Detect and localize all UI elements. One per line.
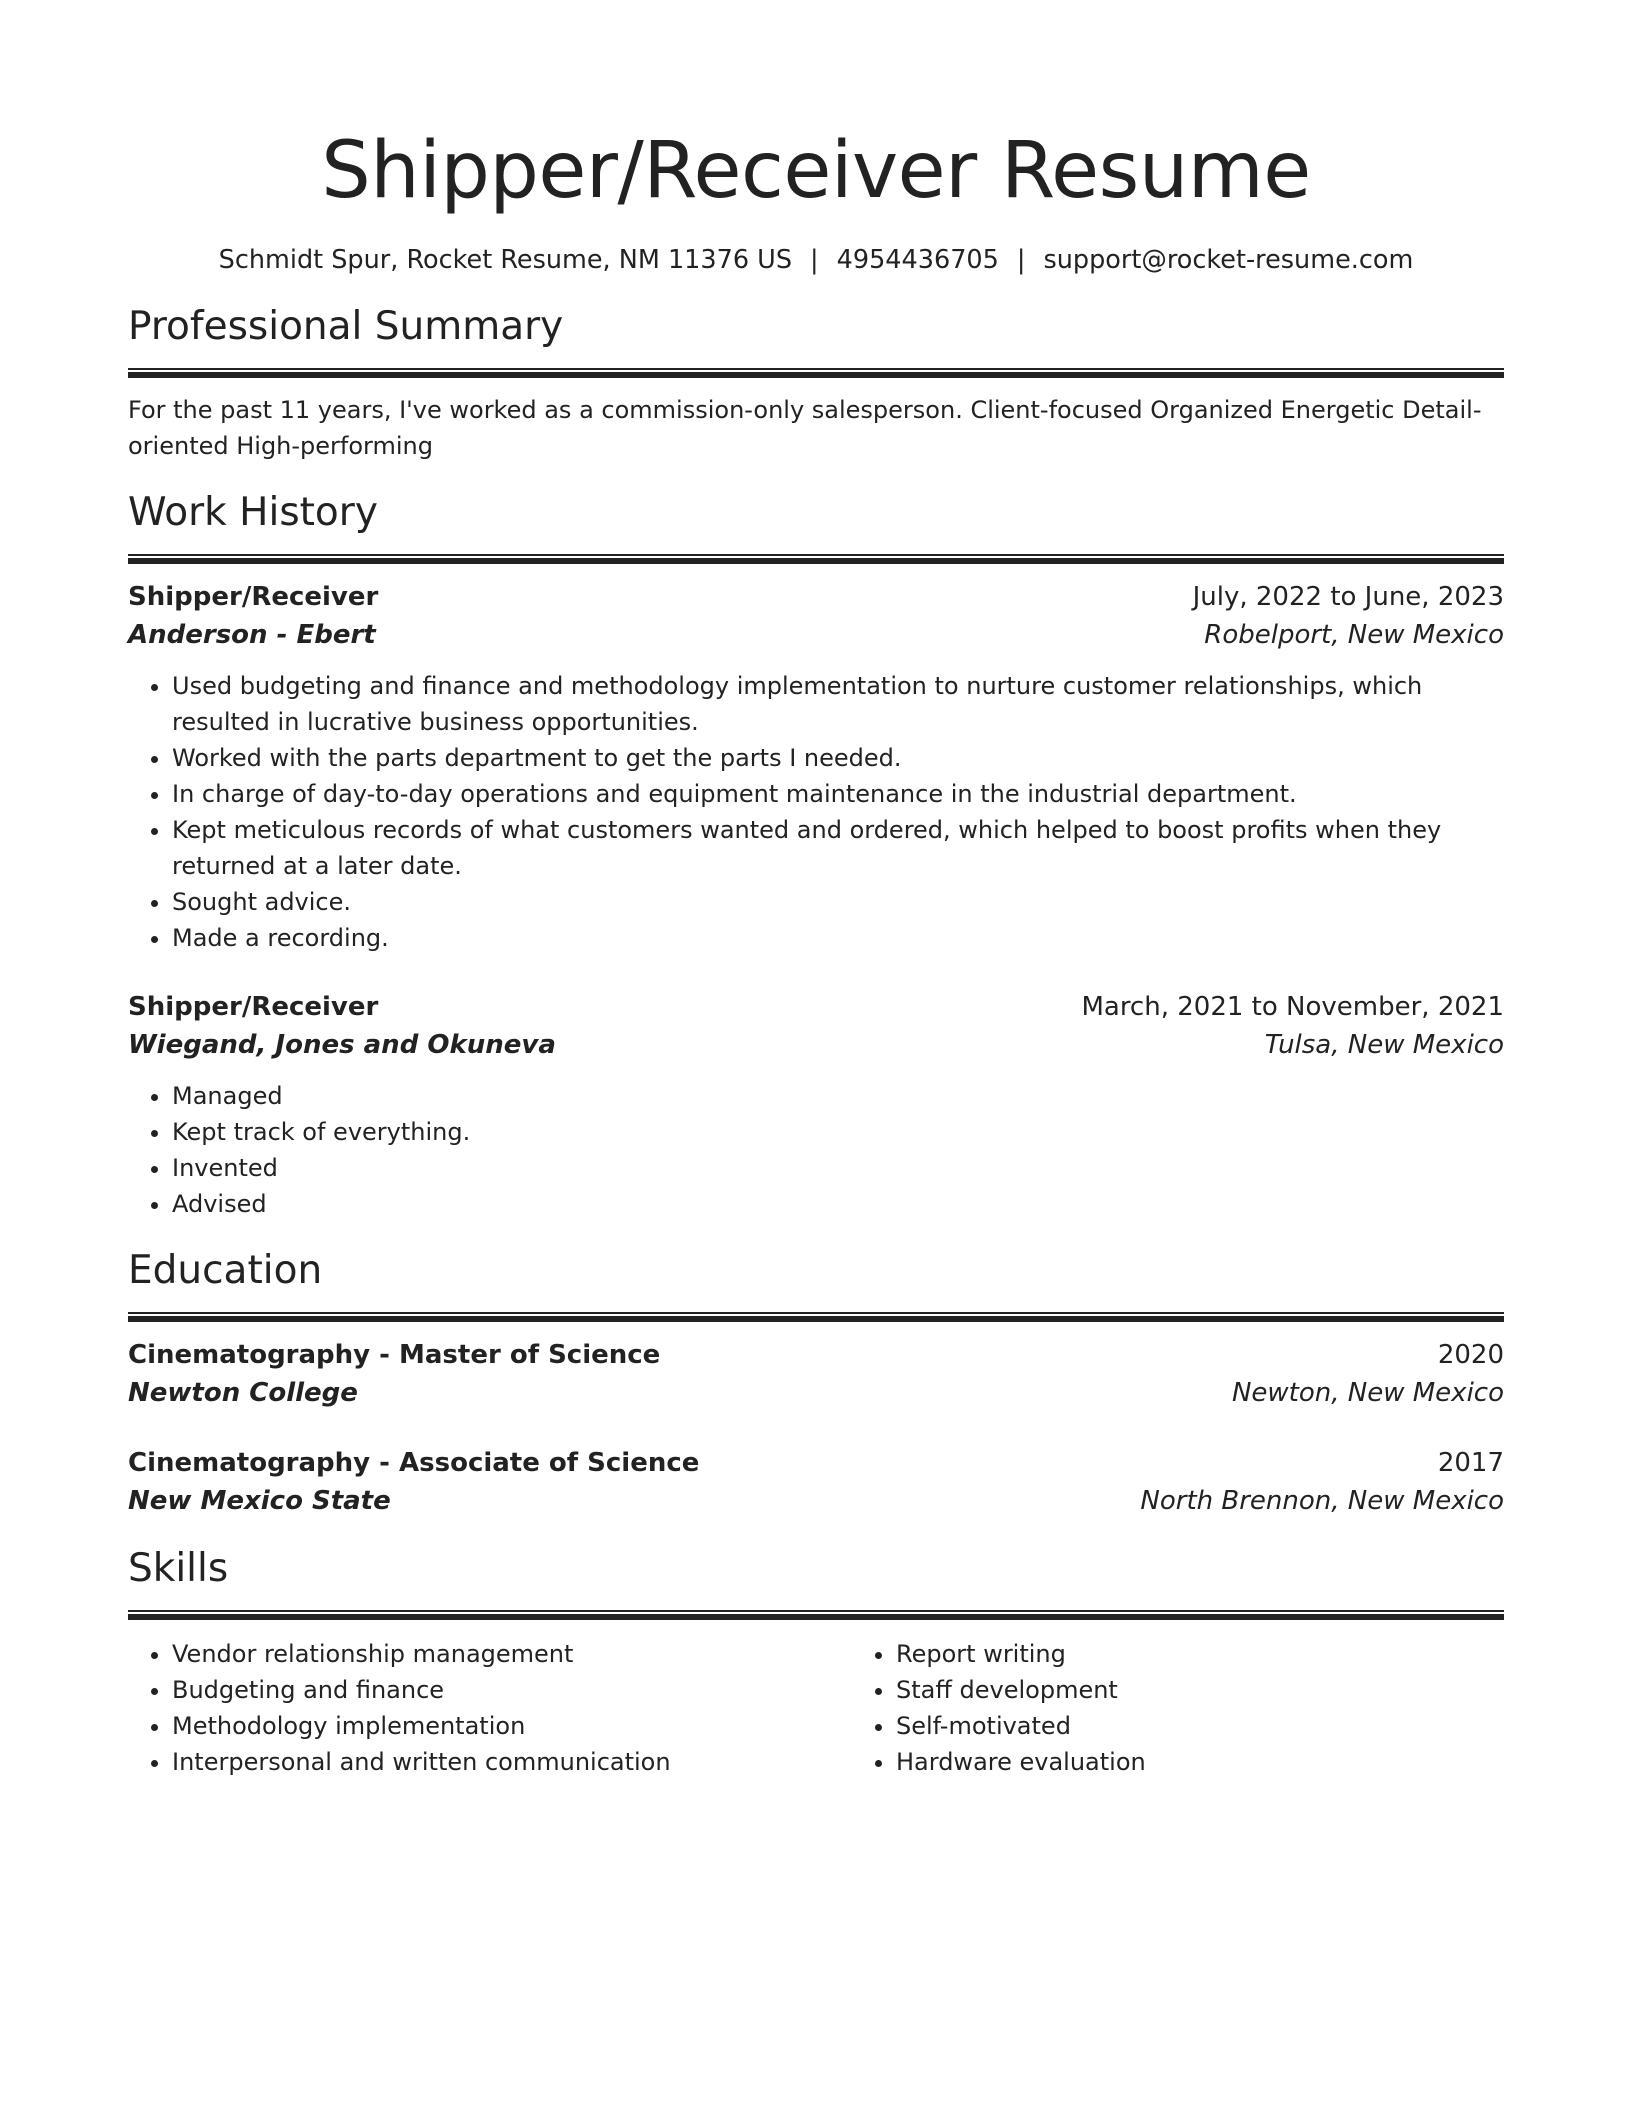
job-location: Tulsa, New Mexico (1264, 1030, 1504, 1060)
summary-section (128, 300, 1504, 464)
list-item: • Advised (172, 1186, 1504, 1222)
job-company: Anderson - Ebert (128, 620, 376, 650)
list-item: • Kept track of everything. (172, 1114, 1504, 1150)
list-item: • Interpersonal and written communication (172, 1744, 852, 1780)
education-header-row (128, 1444, 1504, 1482)
education-entry (128, 1336, 1504, 1412)
job-title: Shipper/Receiver (128, 582, 379, 612)
list-item: • Kept meticulous records of what customers wanted and ordered, which helped to boost profits when they returned at a later date. (172, 812, 1504, 884)
list-item: • Methodology implementation (172, 1708, 852, 1744)
skills-section (128, 1542, 1504, 1780)
list-item: • Staff development (896, 1672, 1576, 1708)
contact-separator: | (1016, 245, 1026, 275)
section-divider (128, 368, 1504, 378)
skills-list-right (852, 1636, 1576, 1780)
section-divider (128, 1312, 1504, 1322)
job-entry (128, 578, 1504, 956)
list-item: • Report writing (896, 1636, 1576, 1672)
list-item: • Vendor relationship management (172, 1636, 852, 1672)
section-divider (128, 554, 1504, 564)
education-section (128, 1244, 1504, 1520)
job-entry (128, 988, 1504, 1222)
education-degree: Cinematography - Associate of Science (128, 1448, 700, 1478)
summary-heading: Professional Summary (128, 304, 564, 349)
education-location: Newton, New Mexico (1231, 1378, 1504, 1408)
work-history-section (128, 486, 1504, 1222)
job-dates: July, 2022 to June, 2023 (1192, 582, 1504, 612)
summary-text: For the past 11 years, I've worked as a commission-only salesperson. Client-focused Organized Energetic Detail-oriented High-performing (128, 396, 1482, 460)
contact-separator: | (810, 245, 819, 275)
list-item: • Hardware evaluation (896, 1744, 1576, 1780)
education-school-row (128, 1482, 1504, 1520)
list-item: • Managed (172, 1078, 1504, 1114)
job-company-row (128, 1026, 1504, 1064)
skills-heading: Skills (128, 1546, 229, 1591)
education-school: New Mexico State (128, 1486, 391, 1516)
education-year: 2017 (1437, 1448, 1504, 1478)
job-header-row (128, 578, 1504, 616)
work-history-heading: Work History (128, 490, 378, 535)
job-location: Robelport, New Mexico (1204, 620, 1504, 650)
job-duties-list (128, 668, 1504, 956)
list-item: • Budgeting and finance (172, 1672, 852, 1708)
list-item: • Used budgeting and finance and methodology implementation to nurture customer relationships, which resulted in lucrative business opportunities. (172, 668, 1504, 740)
education-entry (128, 1444, 1504, 1520)
skills-list-left (128, 1636, 852, 1780)
list-item: • Sought advice. (172, 884, 1504, 920)
contact-address: Schmidt Spur, Rocket Resume, NM 11376 US (218, 245, 793, 275)
contact-line (128, 242, 1504, 278)
job-company-row (128, 616, 1504, 654)
education-school-row (128, 1374, 1504, 1412)
education-location: North Brennon, New Mexico (1140, 1486, 1504, 1516)
section-divider (128, 1610, 1504, 1620)
list-item: • Self-motivated (896, 1708, 1576, 1744)
contact-phone: 4954436705 (836, 245, 999, 275)
education-heading: Education (128, 1248, 323, 1293)
resume-title: Shipper/Receiver Resume (321, 126, 1311, 216)
list-item: • Made a recording. (172, 920, 1504, 956)
job-header-row (128, 988, 1504, 1026)
contact-email: support@rocket-resume.com (1043, 245, 1414, 275)
list-item: • Invented (172, 1150, 1504, 1186)
skills-columns (128, 1636, 1504, 1780)
list-item: • Worked with the parts department to get the parts I needed. (172, 740, 1504, 776)
education-header-row (128, 1336, 1504, 1374)
job-duties-list (128, 1078, 1504, 1222)
education-degree: Cinematography - Master of Science (128, 1340, 661, 1370)
list-item: • In charge of day-to-day operations and equipment maintenance in the industrial department. (172, 776, 1504, 812)
education-school: Newton College (128, 1378, 358, 1408)
job-dates: March, 2021 to November, 2021 (1081, 992, 1504, 1022)
education-year: 2020 (1437, 1340, 1504, 1370)
job-company: Wiegand, Jones and Okuneva (128, 1030, 556, 1060)
job-title: Shipper/Receiver (128, 992, 379, 1022)
